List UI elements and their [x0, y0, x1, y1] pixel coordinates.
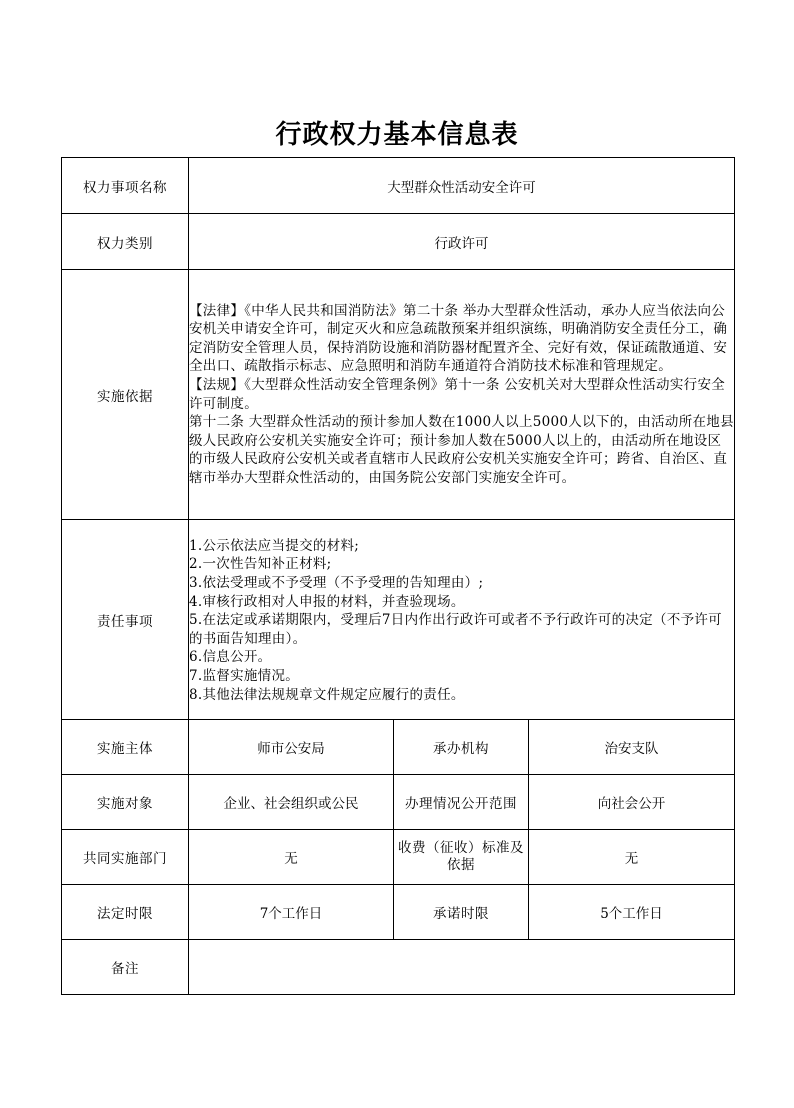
subject-value: 师市公安局	[189, 720, 394, 775]
remarks-label: 备注	[62, 940, 189, 995]
basis-content	[189, 270, 735, 520]
info-table	[61, 157, 735, 995]
basis-article-12-paragraph: 第十二条 大型群众性活动的预计参加人数在1000人以上5000人以下的，由活动所在地县级人民政府公安机关实施安全许可；预计参加人数在5000人以上的，由活动所在地设区的市级人民政府公安机关或者直辖市人民政府公安机关实施安全许可；跨省、自治区、直辖市举办大型群众性活动的，由国务院公安部门实施安全许可。	[189, 414, 734, 486]
handling-agency-value: 治安支队	[529, 720, 735, 775]
basis-regulation-paragraph: 【法规】《大型群众性活动安全管理条例》第十一条 公安机关对大型群众性活动实行安全许可制度。	[189, 376, 726, 412]
joint-departments-label: 共同实施部门	[62, 830, 189, 885]
row-power-name	[62, 158, 735, 214]
handling-agency-label: 承办机构	[394, 720, 529, 775]
disclosure-scope-label: 办理情况公开范围	[394, 775, 529, 830]
basis-label: 实施依据	[62, 270, 189, 520]
promised-time-limit-value: 5个工作日	[529, 885, 735, 940]
basis-law-paragraph: 【法律】《中华人民共和国消防法》第二十条 举办大型群众性活动，承办人应当依法向公安机关申请安全许可，制定灭火和应急疏散预案并组织演练，明确消防安全责任分工，确定消防安全管理人员，保持消防设施和消防器材配置齐全、完好有效，保证疏散通道、安全出口、疏散指示标志、应急照明和消防车通道符合消防技术标准和管理规定。	[189, 302, 728, 375]
duty-item: 1.公示依法应当提交的材料;	[189, 537, 360, 554]
duties-content	[189, 520, 735, 720]
power-name-value: 大型群众性活动安全许可	[189, 158, 735, 214]
duty-item: 4.审核行政相对人申报的材料，并查验现场。	[189, 593, 465, 610]
row-power-category	[62, 214, 735, 270]
disclosure-scope-value: 向社会公开	[529, 775, 735, 830]
power-category-label: 权力类别	[62, 214, 189, 270]
duty-item: 2.一次性告知补正材料;	[189, 556, 332, 573]
duties-label: 责任事项	[62, 520, 189, 720]
duty-item: 8.其他法律法规规章文件规定应履行的责任。	[189, 686, 465, 703]
target-value: 企业、社会组织或公民	[189, 775, 394, 830]
legal-time-limit-label: 法定时限	[62, 885, 189, 940]
subject-label: 实施主体	[62, 720, 189, 775]
row-remarks	[62, 940, 735, 995]
power-category-value: 行政许可	[189, 214, 735, 270]
power-name-label: 权力事项名称	[62, 158, 189, 214]
fee-standard-value: 无	[529, 830, 735, 885]
row-implementing-subject	[62, 720, 735, 775]
duty-item: 7.监督实施情况。	[189, 667, 300, 684]
duty-item: 6.信息公开。	[189, 649, 272, 666]
fee-standard-label: 收费（征收）标准及依据	[394, 830, 529, 885]
target-label: 实施对象	[62, 775, 189, 830]
duty-item: 3.依法受理或不予受理（不予受理的告知理由）;	[189, 575, 484, 592]
duty-item: 5.在法定或承诺期限内，受理后7日内作出行政许可或者不予行政许可的决定（不予许可的书面告知理由）。	[189, 612, 722, 647]
row-implementation-target	[62, 775, 735, 830]
promised-time-limit-label: 承诺时限	[394, 885, 529, 940]
row-responsibilities	[62, 520, 735, 720]
legal-time-limit-value: 7个工作日	[189, 885, 394, 940]
row-implementation-basis	[62, 270, 735, 520]
row-joint-departments	[62, 830, 735, 885]
joint-departments-value: 无	[189, 830, 394, 885]
remarks-value	[189, 940, 735, 995]
row-time-limits	[62, 885, 735, 940]
page-title: 行政权力基本信息表	[275, 120, 519, 150]
